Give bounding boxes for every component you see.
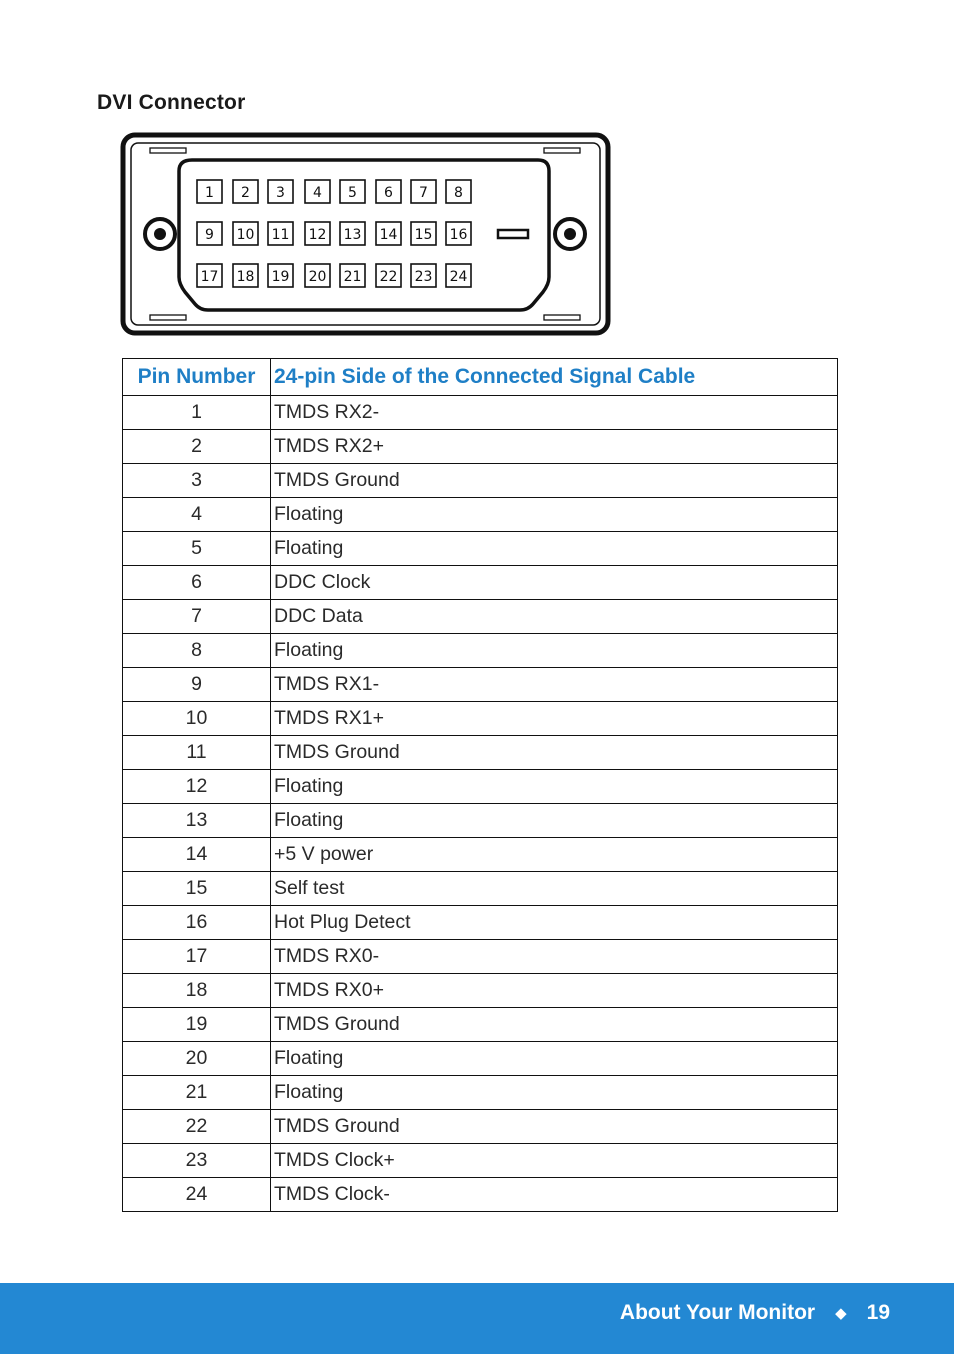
- pin-number-cell: 2: [123, 430, 271, 464]
- connector-pin-label: 17: [200, 269, 219, 285]
- table-row: [123, 600, 838, 634]
- connector-pin: [197, 222, 222, 245]
- pin-number-cell: 23: [123, 1144, 271, 1178]
- connector-pin-label: 14: [379, 227, 398, 243]
- signal-cell: TMDS RX2+: [271, 430, 838, 464]
- connector-pin: [446, 222, 471, 245]
- table-row: [123, 974, 838, 1008]
- left-screw-icon: [145, 219, 175, 249]
- signal-cell: Floating: [271, 634, 838, 668]
- connector-pin-label: 10: [236, 227, 255, 243]
- signal-cell: Floating: [271, 532, 838, 566]
- connector-pin-label: 16: [449, 227, 468, 243]
- connector-pin: [411, 222, 436, 245]
- connector-pin-label: 2: [241, 185, 250, 201]
- pin-number-cell: 15: [123, 872, 271, 906]
- table-row: [123, 464, 838, 498]
- pin-number-cell: 5: [123, 532, 271, 566]
- table-row: [123, 396, 838, 430]
- connector-pin: [446, 264, 471, 287]
- table-row: [123, 838, 838, 872]
- connector-pin: [197, 264, 222, 287]
- pin-number-cell: 6: [123, 566, 271, 600]
- connector-pin: [268, 222, 293, 245]
- connector-pin-label: 22: [379, 269, 398, 285]
- connector-pin-label: 20: [308, 269, 327, 285]
- pin-number-cell: 21: [123, 1076, 271, 1110]
- pin-number-cell: 13: [123, 804, 271, 838]
- connector-pin-label: 7: [419, 185, 428, 201]
- signal-cell: TMDS RX2-: [271, 396, 838, 430]
- table-row: [123, 736, 838, 770]
- table-row: [123, 1042, 838, 1076]
- table-header-row: [123, 359, 838, 396]
- signal-cell: Floating: [271, 1042, 838, 1076]
- signal-cell: TMDS Clock+: [271, 1144, 838, 1178]
- connector-pin: [233, 180, 258, 203]
- signal-cell: TMDS Ground: [271, 1110, 838, 1144]
- table-row: [123, 1110, 838, 1144]
- table-row: [123, 430, 838, 464]
- connector-pin-label: 6: [384, 185, 393, 201]
- connector-pin-label: 23: [414, 269, 433, 285]
- pin-number-cell: 24: [123, 1178, 271, 1212]
- signal-cell: Floating: [271, 804, 838, 838]
- connector-pin-label: 9: [205, 227, 214, 243]
- pin-assignment-table: [122, 358, 838, 1212]
- signal-cell: TMDS Clock-: [271, 1178, 838, 1212]
- connector-pin: [376, 222, 401, 245]
- pin-number-cell: 14: [123, 838, 271, 872]
- connector-pin: [446, 180, 471, 203]
- section-title: DVI Connector: [97, 91, 246, 114]
- connector-pin: [233, 264, 258, 287]
- signal-cell: TMDS Ground: [271, 736, 838, 770]
- signal-cell: TMDS RX1+: [271, 702, 838, 736]
- connector-pin: [233, 222, 258, 245]
- diamond-icon: ◆: [835, 1305, 847, 1322]
- table-row: [123, 940, 838, 974]
- connector-pin-label: 11: [271, 227, 290, 243]
- table-row: [123, 1144, 838, 1178]
- signal-cell: Floating: [271, 1076, 838, 1110]
- connector-pin-label: 4: [313, 185, 322, 201]
- connector-pin-label: 24: [449, 269, 468, 285]
- table-row: [123, 532, 838, 566]
- connector-pin: [376, 180, 401, 203]
- pin-number-cell: 7: [123, 600, 271, 634]
- connector-pin-label: 8: [454, 185, 463, 201]
- connector-pin-label: 3: [276, 185, 285, 201]
- page-number: 19: [866, 1301, 890, 1324]
- connector-pin: [411, 180, 436, 203]
- dvi-connector-diagram: [120, 132, 612, 338]
- table-row: [123, 770, 838, 804]
- table-row: [123, 906, 838, 940]
- signal-cell: DDC Clock: [271, 566, 838, 600]
- header-pin-number: Pin Number: [123, 359, 271, 396]
- signal-cell: TMDS Ground: [271, 464, 838, 498]
- signal-cell: TMDS Ground: [271, 1008, 838, 1042]
- connector-pin-label: 21: [343, 269, 362, 285]
- table-row: [123, 498, 838, 532]
- signal-cell: TMDS RX1-: [271, 668, 838, 702]
- table-row: [123, 1008, 838, 1042]
- connector-pin-label: 19: [271, 269, 290, 285]
- connector-pin-label: 12: [308, 227, 327, 243]
- connector-pin: [340, 180, 365, 203]
- table-row: [123, 1178, 838, 1212]
- pin-number-cell: 9: [123, 668, 271, 702]
- connector-pin: [411, 264, 436, 287]
- pin-number-cell: 22: [123, 1110, 271, 1144]
- table-row: [123, 1076, 838, 1110]
- footer-section-title: About Your Monitor: [619, 1301, 816, 1324]
- table-row: [123, 668, 838, 702]
- connector-pin-label: 15: [414, 227, 433, 243]
- connector-pin: [340, 222, 365, 245]
- connector-pin: [305, 222, 330, 245]
- table-row: [123, 702, 838, 736]
- ground-blade: [498, 230, 528, 238]
- pin-number-cell: 11: [123, 736, 271, 770]
- pin-number-cell: 8: [123, 634, 271, 668]
- connector-pin-label: 13: [343, 227, 362, 243]
- connector-pin-label: 5: [348, 185, 357, 201]
- connector-pin: [268, 264, 293, 287]
- pin-number-cell: 19: [123, 1008, 271, 1042]
- table-row: [123, 804, 838, 838]
- connector-pin: [305, 180, 330, 203]
- connector-pin: [268, 180, 293, 203]
- connector-pin-label: 1: [205, 185, 214, 201]
- connector-pin: [197, 180, 222, 203]
- table-row: [123, 566, 838, 600]
- connector-pin: [305, 264, 330, 287]
- pin-number-cell: 17: [123, 940, 271, 974]
- pin-number-cell: 3: [123, 464, 271, 498]
- header-signal: 24-pin Side of the Connected Signal Cable: [271, 359, 838, 396]
- pin-number-cell: 10: [123, 702, 271, 736]
- table-row: [123, 872, 838, 906]
- table-row: [123, 634, 838, 668]
- signal-cell: DDC Data: [271, 600, 838, 634]
- page-footer: [0, 1283, 954, 1354]
- pin-number-cell: 18: [123, 974, 271, 1008]
- connector-pin: [340, 264, 365, 287]
- signal-cell: Floating: [271, 770, 838, 804]
- connector-pin: [376, 264, 401, 287]
- signal-cell: Self test: [271, 872, 838, 906]
- signal-cell: Hot Plug Detect: [271, 906, 838, 940]
- signal-cell: +5 V power: [271, 838, 838, 872]
- dvi-connector-svg: [120, 132, 612, 338]
- signal-cell: TMDS RX0+: [271, 974, 838, 1008]
- pin-number-cell: 12: [123, 770, 271, 804]
- signal-cell: TMDS RX0-: [271, 940, 838, 974]
- pin-number-cell: 20: [123, 1042, 271, 1076]
- pin-number-cell: 1: [123, 396, 271, 430]
- signal-cell: Floating: [271, 498, 838, 532]
- connector-pin-label: 18: [236, 269, 255, 285]
- pin-number-cell: 4: [123, 498, 271, 532]
- pin-number-cell: 16: [123, 906, 271, 940]
- right-screw-icon: [555, 219, 585, 249]
